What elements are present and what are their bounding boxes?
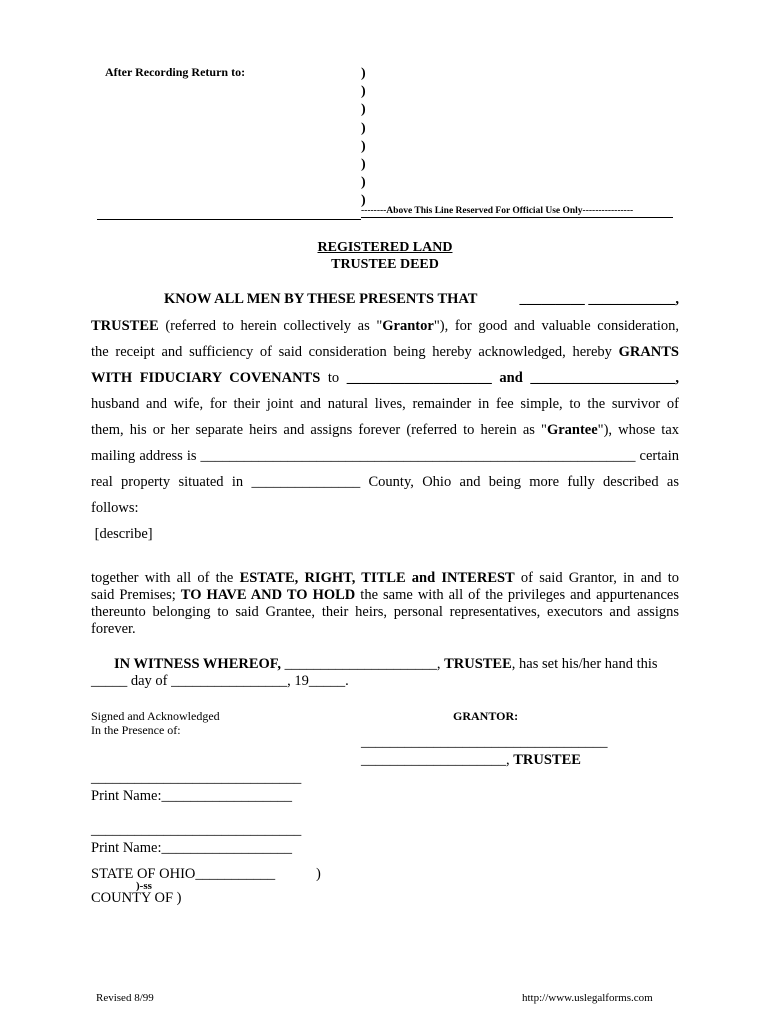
print-name-1: Print Name:__________________ [91,788,292,804]
bracket-paren: ) [361,157,366,173]
footer-url: http://www.uslegalforms.com [522,992,653,1004]
trustee-name-blank: _________ ____________, [519,291,679,307]
bracket-paren: ) [361,66,366,81]
bracket-paren: ) [361,138,366,154]
return-address-label: After Recording Return to: [105,65,246,79]
signed-acknowledged: Signed and Acknowledged [91,709,220,723]
estate-line-1: together with all of the ESTATE, RIGHT, TITLE and INTEREST of said Grantor, in and to [91,570,679,586]
estate-line-4: forever. [91,621,136,637]
document-subtitle: TRUSTEE DEED [331,257,439,272]
venue-ss: )-ss [136,880,152,892]
revision-note: Revised 8/99 [96,992,154,1004]
official-use-notice: --------Above This Line Reserved For Official Use Only---------------- [361,206,673,218]
grantor-label: GRANTOR: [453,709,519,723]
bracket-paren: ) [361,84,366,100]
print-name-2: Print Name:__________________ [91,840,292,856]
grantor-trustee-label: TRUSTEE [513,752,581,768]
deed-line-3: the receipt and sufficiency of said consideration being hereby acknowledged, hereby GRANTS [91,344,679,360]
trustee-blank: _____________________, [280,656,445,672]
recording-bracket [361,65,366,211]
deed-line-4: WITH FIDUCIARY COVENANTS to ____________________ and ____________________, [91,370,679,386]
deed-line-2: TRUSTEE (referred to herein collectively as "Grantor"), for good and valuable consideration, [91,318,680,334]
bracket-paren: ) [361,193,366,209]
know-all-men: KNOW ALL MEN BY THESE PRESENTS THAT [164,291,478,307]
bracket-paren: ) [361,175,366,191]
bracket-paren: ) [361,102,366,118]
estate-line-2: said Premises; TO HAVE AND TO HOLD the same with all of the privileges and appurtenances [91,587,679,603]
recording-divider [97,219,361,220]
bracket-paren: ) [361,120,366,136]
grantor-trustee-line: ____________________, TRUSTEE [361,752,581,768]
in-presence-of: In the Presence of: [91,723,181,737]
venue-paren: ) [316,866,321,882]
deed-line-8: real property situated in _______________ County, Ohio and being more fully described as [91,474,679,490]
deed-line-7: mailing address is ____________________________________________________________ certain [91,448,679,464]
trustee-label: TRUSTEE [444,656,512,672]
witness-signature-line-1: _____________________________ [91,770,302,786]
in-witness-whereof: IN WITNESS WHEREOF, [114,656,281,672]
deed-line-6: them, his or her separate heirs and assigns forever (referred to herein as "Grantee"), whose tax [91,422,680,438]
grantor-signature-line: __________________________________ [361,734,608,750]
document-title: REGISTERED LAND [317,240,453,255]
state-of-ohio: STATE OF OHIO___________ [91,866,276,882]
deed-line-5: husband and wife, for their joint and natural lives, remainder in fee simple, to the survivor of [91,396,679,412]
witness-date-line: _____ day of ________________, 19_____. [91,673,349,689]
grantee-names-blank: ____________________ and ____________________, [346,370,679,386]
county-of: COUNTY OF ) [91,890,182,906]
property-description-placeholder: [describe] [91,526,153,542]
witness-signature-line-2: _____________________________ [91,822,302,838]
estate-line-3: thereunto belonging to said Grantee, their heirs, personal representatives, executors and assigns [91,604,679,620]
deed-line-9: follows: [91,500,139,516]
